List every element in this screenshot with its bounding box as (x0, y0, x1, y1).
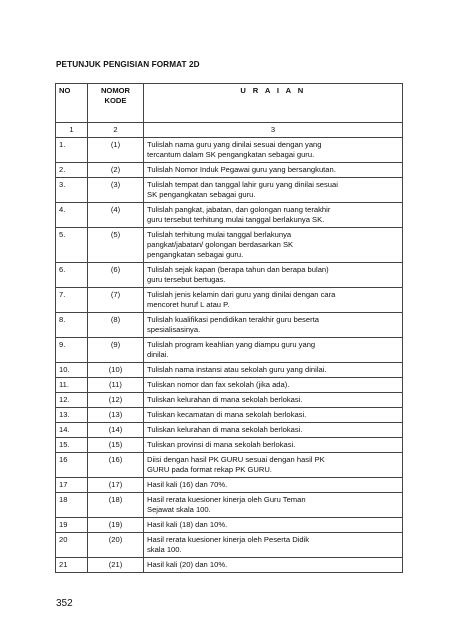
instruction-table (55, 83, 403, 573)
row-description (144, 228, 403, 263)
table-row (56, 228, 403, 263)
row-number: 19 (56, 518, 88, 533)
row-number: 9. (56, 338, 88, 363)
table-row (56, 558, 403, 573)
row-number: 17 (56, 478, 88, 493)
description-line: Tulislah terhitung mulai tanggal berlakunya (147, 230, 292, 239)
row-description (144, 378, 403, 393)
table-row (56, 408, 403, 423)
row-code: (1) (88, 138, 144, 163)
table-row (56, 378, 403, 393)
header-uraian: U R A I A N (144, 84, 403, 123)
row-description (144, 363, 403, 378)
page-title: PETUNJUK PENGISIAN FORMAT 2D (56, 60, 200, 69)
row-description (144, 263, 403, 288)
table-row (56, 453, 403, 478)
column-number: 3 (144, 123, 403, 138)
table-header-row (56, 84, 403, 123)
description-line: dinilai. (147, 350, 169, 359)
header-no: NO (56, 84, 88, 123)
table-row (56, 533, 403, 558)
description-line: tercantum dalam SK pengangkatan sebagai guru. (147, 150, 315, 159)
row-number: 11. (56, 378, 88, 393)
row-description (144, 423, 403, 438)
row-code: (16) (88, 453, 144, 478)
description-line: Hasil rerata kuesioner kinerja oleh Peserta Didik (147, 535, 310, 544)
row-description (144, 138, 403, 163)
row-description (144, 288, 403, 313)
row-code: (11) (88, 378, 144, 393)
row-code: (3) (88, 178, 144, 203)
row-number: 15. (56, 438, 88, 453)
row-number: 7. (56, 288, 88, 313)
table-body (56, 138, 403, 573)
row-number: 18 (56, 493, 88, 518)
description-line: spesialisasinya. (147, 325, 201, 334)
row-description (144, 313, 403, 338)
description-line: pengangkatan sebagai guru. (147, 250, 244, 259)
description-line: Hasil kali (16) dan 70%. (147, 480, 228, 489)
row-description (144, 338, 403, 363)
row-description (144, 453, 403, 478)
row-number: 4. (56, 203, 88, 228)
row-code: (7) (88, 288, 144, 313)
row-description (144, 178, 403, 203)
table-row (56, 138, 403, 163)
table-row (56, 493, 403, 518)
description-line: Tuliskan nomor dan fax sekolah (jika ada). (147, 380, 290, 389)
row-code: (18) (88, 493, 144, 518)
description-line: Tuliskan kecamatan di mana sekolah berlokasi. (147, 410, 307, 419)
row-description (144, 478, 403, 493)
row-number: 20 (56, 533, 88, 558)
row-code: (4) (88, 203, 144, 228)
table-row (56, 338, 403, 363)
description-line: Hasil kali (20) dan 10%. (147, 560, 228, 569)
row-number: 13. (56, 408, 88, 423)
row-number: 2. (56, 163, 88, 178)
description-line: Hasil rerata kuesioner kinerja oleh Guru Teman (147, 495, 306, 504)
description-line: Hasil kali (18) dan 10%. (147, 520, 228, 529)
description-line: Tuliskan kelurahan di mana sekolah berlokasi. (147, 425, 303, 434)
row-code: (10) (88, 363, 144, 378)
row-code: (21) (88, 558, 144, 573)
row-code: (2) (88, 163, 144, 178)
row-description (144, 518, 403, 533)
description-line: Tuliskan provinsi di mana sekolah berlokasi. (147, 440, 296, 449)
row-code: (15) (88, 438, 144, 453)
row-number: 5. (56, 228, 88, 263)
row-description (144, 558, 403, 573)
table-row (56, 438, 403, 453)
description-line: mencoret huruf L atau P. (147, 300, 230, 309)
page-number: 352 (56, 598, 73, 609)
description-line: Sejawat skala 100. (147, 505, 211, 514)
header-nomor-kode (88, 84, 144, 123)
table-row (56, 363, 403, 378)
table-row (56, 263, 403, 288)
row-number: 12. (56, 393, 88, 408)
description-line: Tulislah kualifikasi pendidikan terakhir guru beserta (147, 315, 319, 324)
description-line: Tulislah Nomor Induk Pegawai guru yang bersangkutan. (147, 165, 336, 174)
table-row (56, 393, 403, 408)
description-line: SK pengangkatan sebagai guru. (147, 190, 256, 199)
column-number: 2 (88, 123, 144, 138)
description-line: Tulislah program keahlian yang diampu guru yang (147, 340, 316, 349)
row-code: (14) (88, 423, 144, 438)
description-line: Diisi dengan hasil PK GURU sesuai dengan hasil PK (147, 455, 325, 464)
row-code: (20) (88, 533, 144, 558)
description-line: Tulislah tempat dan tanggal lahir guru yang dinilai sesuai (147, 180, 338, 189)
row-code: (19) (88, 518, 144, 533)
row-description (144, 408, 403, 423)
row-description (144, 533, 403, 558)
row-number: 8. (56, 313, 88, 338)
description-line: guru tersebut bertugas. (147, 275, 226, 284)
row-description (144, 163, 403, 178)
row-description (144, 393, 403, 408)
row-code: (6) (88, 263, 144, 288)
row-code: (12) (88, 393, 144, 408)
row-code: (5) (88, 228, 144, 263)
header-kode-label: KODE (104, 96, 127, 105)
table-row (56, 423, 403, 438)
description-line: Tulislah sejak kapan (berapa tahun dan berapa bulan) (147, 265, 329, 274)
row-code: (9) (88, 338, 144, 363)
table-row (56, 203, 403, 228)
row-number: 3. (56, 178, 88, 203)
row-description (144, 438, 403, 453)
row-number: 16 (56, 453, 88, 478)
table-row (56, 178, 403, 203)
table-row (56, 313, 403, 338)
row-number: 14. (56, 423, 88, 438)
table-row (56, 518, 403, 533)
description-line: GURU pada format rekap PK GURU. (147, 465, 272, 474)
description-line: Tulislah nama guru yang dinilai sesuai dengan yang (147, 140, 322, 149)
row-number: 21 (56, 558, 88, 573)
table-row (56, 288, 403, 313)
row-code: (8) (88, 313, 144, 338)
table-row (56, 478, 403, 493)
row-number: 1. (56, 138, 88, 163)
row-code: (13) (88, 408, 144, 423)
header-nomor-label: NOMOR (100, 86, 131, 95)
column-number-row (56, 123, 403, 138)
row-code: (17) (88, 478, 144, 493)
row-description (144, 203, 403, 228)
table-row (56, 163, 403, 178)
description-line: skala 100. (147, 545, 182, 554)
description-line: Tulislah jenis kelamin dari guru yang dinilai dengan cara (147, 290, 336, 299)
row-number: 6. (56, 263, 88, 288)
description-line: guru tersebut terhitung mulai tanggal berlakunya SK. (147, 215, 325, 224)
column-number: 1 (56, 123, 88, 138)
description-line: Tulislah pangkat, jabatan, dan golongan ruang terakhir (147, 205, 331, 214)
description-line: pangkat/jabatan/ golongan berdasarkan SK (147, 240, 294, 249)
description-line: Tulislah nama instansi atau sekolah guru yang dinilai. (147, 365, 327, 374)
row-number: 10. (56, 363, 88, 378)
row-description (144, 493, 403, 518)
description-line: Tuliskan kelurahan di mana sekolah berlokasi. (147, 395, 303, 404)
